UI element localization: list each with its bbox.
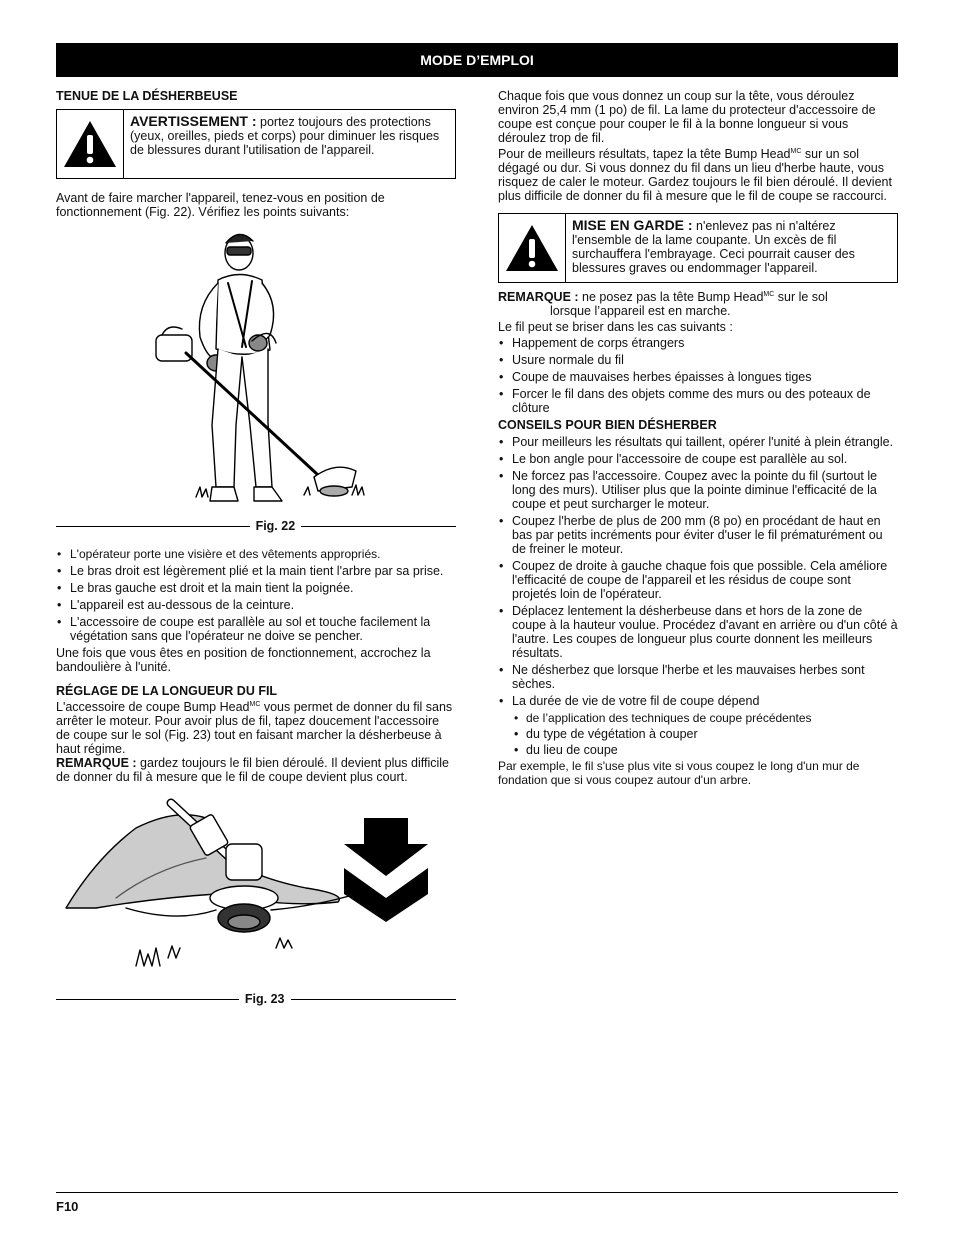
warning-body: portez toujours des protections (yeux, oreilles, pieds et corps) pour diminuer les risques de blessures durant l'utilisation de l'appareil. xyxy=(130,115,440,157)
header-title: MODE D’EMPLOI xyxy=(420,52,534,68)
list-item: • La durée de vie de votre fil de coupe dépend xyxy=(498,694,898,708)
caution-title: MISE EN GARDE : xyxy=(572,217,693,233)
after-checklist-paragraph: Une fois que vous êtes en position de fonctionnement, accrochez la bandoulière à l'unité. xyxy=(56,646,431,674)
list-item: • Le bras droit est légèrement plié et la main tient l'arbre par sa prise. xyxy=(56,564,456,578)
list-item: • Ne forcez pas l'accessoire. Coupez avec la pointe du fil (surtout le long des murs). Utiliser plus que la pointe diminue l'efficacité de la coupe et peut surcharger le moteur. xyxy=(498,469,898,511)
caution-box xyxy=(498,213,898,283)
right-column xyxy=(498,89,898,787)
operator-illustration xyxy=(56,225,456,515)
warning-box xyxy=(56,109,456,179)
section-header xyxy=(56,43,898,77)
tap-arrow-icon xyxy=(344,818,428,922)
tips-list xyxy=(498,435,898,708)
list-item: • Coupez l'herbe de plus de 200 mm (8 po) en procédant de haut en bas par petits incréments pour éviter d'user le fil prématurément ou de freiner le moteur. xyxy=(498,514,898,556)
page-number: F10 xyxy=(56,1199,79,1214)
list-item: • L'accessoire de coupe est parallèle au sol et touche facilement la végétation sans que l'opérateur ne doive se pencher. xyxy=(56,615,456,643)
figure-22-caption xyxy=(56,519,456,533)
checklist xyxy=(56,547,456,643)
bump-paragraph-1: Chaque fois que vous donnez un coup sur la tête, vous déroulez environ 25,4 mm (1 po) de fil. La lame du protecteur d'accessoire de coupe est conçue pour couper le fil à la bonne longueur si vous déroulez trop de fil. xyxy=(498,89,876,145)
list-item: • L'opérateur porte une visière et des vêtements appropriés. xyxy=(56,547,456,561)
list-item: • Pour meilleurs les résultats qui taillent, opérer l'unité à plein étrangle. xyxy=(498,435,898,449)
figure-23-caption xyxy=(56,992,456,1006)
bump-paragraph-2: Pour de meilleurs résultats, tapez la tête Bump Head$^{MC}$ sur un sol dégagé ou dur. Si vous donnez du fil dans un lieu d'herbe haute, vous risquez de caler le moteur. Gardez toujours le fil bien déroulé. Il devient plus difficile de donner du fil à mesure que le fil de coupe se raccourci. xyxy=(498,147,892,203)
warning-title: AVERTISSEMENT : xyxy=(130,113,257,129)
section-title-holding: TENUE DE LA DÉSHERBEUSE xyxy=(56,89,238,103)
list-item: • Le bras gauche est droit et la main tient la poignée. xyxy=(56,581,456,595)
caution-text xyxy=(566,214,897,282)
caution-body: n'enlevez pas ni n'altérez l'ensemble de la lame coupante. Un excès de fil surchauffera l'embrayage. Ceci pourrait causer des blessures graves ou endommager l'appareil. xyxy=(572,219,855,275)
fig-23-label: Fig. 23 xyxy=(244,992,285,1006)
section-title-line-length: RÉGLAGE DE LA LONGUEUR DU FIL xyxy=(56,684,278,698)
sub-list xyxy=(498,711,898,757)
list-item: • Happement de corps étrangers xyxy=(498,336,898,350)
list-item: • Ne désherbez que lorsque l'herbe et les mauvaises herbes sont sèches. xyxy=(498,663,898,691)
list-item: • du type de végétation à couper xyxy=(498,727,898,741)
fig-22-label: Fig. 22 xyxy=(255,519,296,533)
list-item: • du lieu de coupe xyxy=(498,743,898,757)
list-item: • Le bon angle pour l'accessoire de coupe est parallèle au sol. xyxy=(498,452,898,466)
section-title-tips: CONSEILS POUR BIEN DÉSHERBER xyxy=(498,418,717,432)
list-item: • Coupe de mauvaises herbes épaisses à longues tiges xyxy=(498,370,898,384)
bump-head-illustration xyxy=(56,798,456,988)
figure-23 xyxy=(56,798,456,988)
remark-right-cont: lorsque l’appareil est en marche. xyxy=(550,304,731,318)
line-length-paragraph: L'accessoire de coupe Bump Head$^{MC}$ vous permet de donner du fil sans arrêter le moteur. Pour avoir plus de fil, tapez doucement l'accessoire de coupe sur le sol (Fig. 23) tout en faisant marcher la désherbeuse à haut régime. xyxy=(56,700,453,756)
list-item: • Déplacez lentement la désherbeuse dans et hors de la zone de coupe à la hauteur voulue. Procédez d'avant en arrière ou d'un côté à l'autre. Les coupes de longueur plus courte donnent les meilleurs résultats. xyxy=(498,604,898,660)
warning-icon xyxy=(57,110,124,178)
footer-divider xyxy=(56,1192,898,1193)
warning-text xyxy=(124,110,455,178)
break-list xyxy=(498,336,898,415)
list-item: • de l’application des techniques de coupe précédentes xyxy=(498,711,898,725)
list-item: • Usure normale du fil xyxy=(498,353,898,367)
remark-paragraph: REMARQUE : gardez toujours le fil bien déroulé. Il devient plus difficile de donner du fil à mesure que le fil de coupe devient plus court. xyxy=(56,756,450,784)
caution-icon xyxy=(499,214,566,282)
left-column xyxy=(56,89,456,1006)
intro-paragraph: Avant de faire marcher l'appareil, tenez-vous en position de fonctionnement (Fig. 22). Vérifiez les points suivants: xyxy=(56,191,385,219)
list-item: • Forcer le fil dans des objets comme des murs ou des poteaux de clôture xyxy=(498,387,898,415)
list-item: • Coupez de droite à gauche chaque fois que possible. Cela améliore l'efficacité de coupe de l'appareil et les résidus de coupe sont projetés loin de l'opérateur. xyxy=(498,559,898,601)
closing-paragraph: Par exemple, le fil s'use plus vite si vous coupez le long d'un mur de fondation que si vous coupez autour d'un arbre. xyxy=(498,759,860,787)
list-item: • L'appareil est au-dessous de la ceinture. xyxy=(56,598,456,612)
break-intro: Le fil peut se briser dans les cas suivants : xyxy=(498,320,733,334)
remark-right: REMARQUE : ne posez pas la tête Bump Head$^{MC}$ sur le sol xyxy=(498,290,828,304)
figure-22 xyxy=(56,225,456,515)
